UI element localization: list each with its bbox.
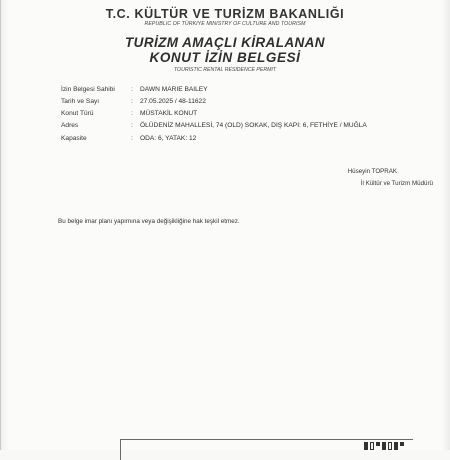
qr-code-icon	[364, 442, 404, 452]
ministry-subtitle-en: REPUBLIC OF TÜRKIYE MINISTRY OF CULTURE AND TOURISM	[144, 21, 306, 27]
field-value: ODA: 6, YATAK: 12	[140, 135, 197, 142]
signer-name: Hüseyin TOPRAK	[347, 168, 397, 175]
legal-note: Bu belge imar planı yapımına veya değişikliğine hak teşkil etmez.	[58, 218, 240, 225]
document-title-line-1: TURİZM AMAÇLI KİRALANAN	[125, 35, 325, 50]
field-separator: :	[131, 86, 133, 93]
document-title-line-2: KONUT İZİN BELGESİ	[149, 50, 301, 65]
field-label: Tarih ve Sayı	[61, 98, 100, 105]
field-label: Adres	[61, 122, 79, 129]
ministry-title: T.C. KÜLTÜR VE TURİZM BAKANLIĞI	[105, 7, 345, 21]
field-separator: :	[131, 98, 133, 105]
field-label: İzin Belgesi Sahibi	[61, 86, 115, 93]
field-separator: :	[131, 110, 133, 117]
field-value: MÜSTAKİL KONUT	[140, 110, 198, 117]
field-label: Konut Türü	[61, 110, 94, 117]
document-title-en: TOURISTIC RENTAL RESIDENCE PERMIT	[173, 67, 277, 73]
signer-title: İl Kültür ve Turizm Müdürü	[360, 180, 433, 187]
field-value: 27.05.2025 / 48-11622	[140, 98, 206, 105]
field-separator: :	[131, 135, 133, 142]
field-value: ÖLÜDENİZ MAHALLESİ, 74 (OLD) SOKAK, DIŞ KAPI: 6, FETHİYE / MUĞLA	[140, 122, 367, 129]
field-value: DAWN MARIE BAILEY	[140, 86, 208, 93]
field-separator: :	[131, 122, 133, 129]
field-label: Kapasite	[61, 135, 87, 142]
